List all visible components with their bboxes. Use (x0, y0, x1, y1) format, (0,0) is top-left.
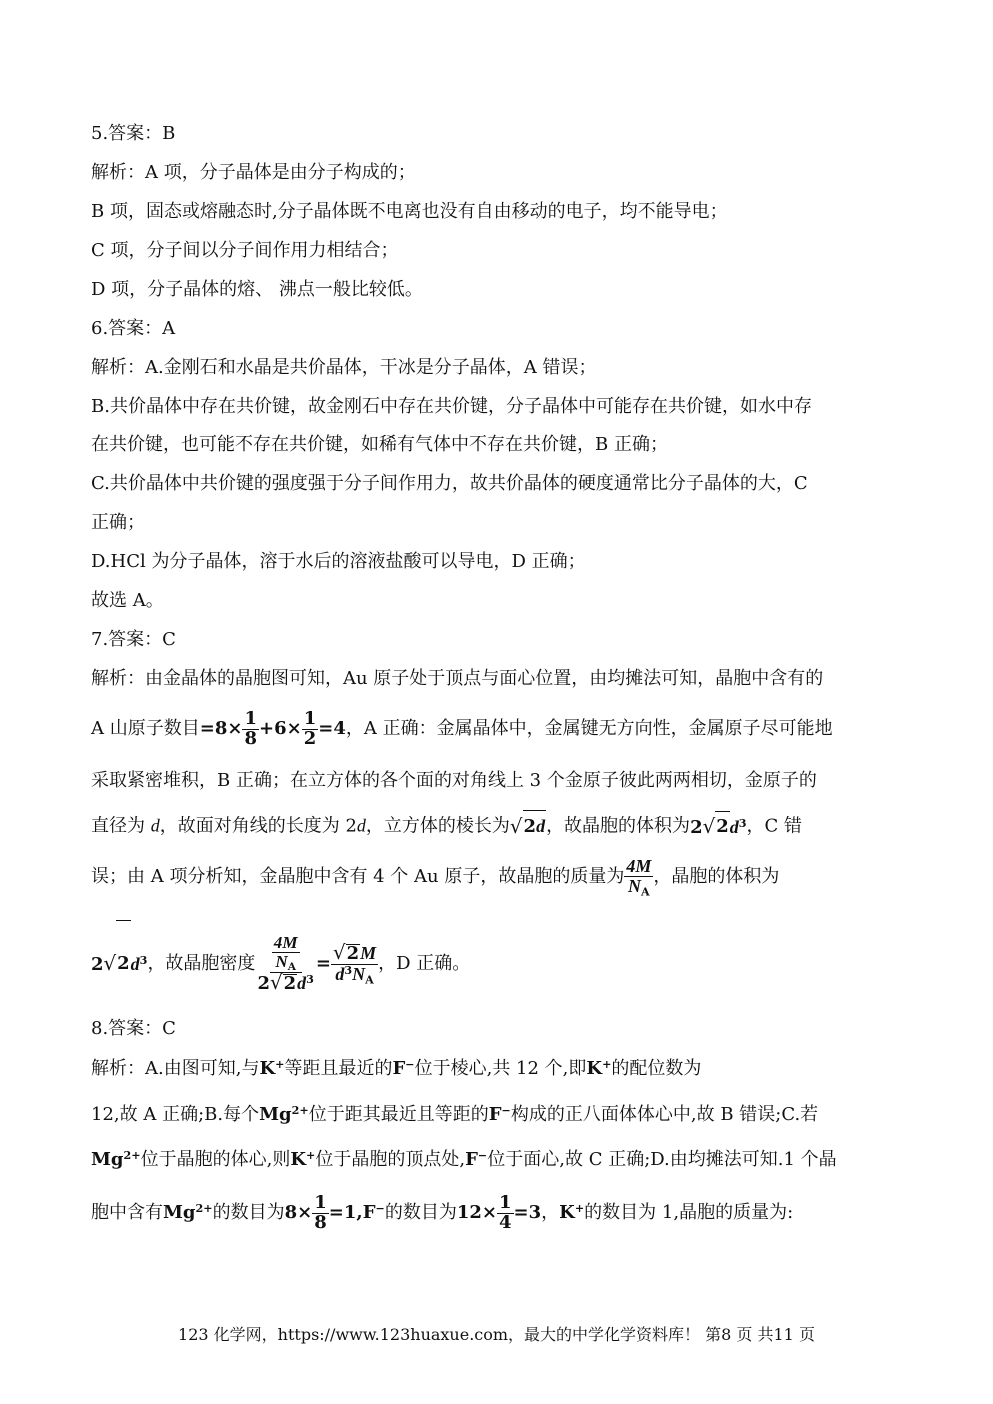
edge-length-formula: √ 2d (510, 810, 546, 843)
answer-7-mass-line: 误；由 A 项分析知，金晶胞中含有 4 个 Au 原子，故晶胞的质量为 $\frac{4M}{N_A}$ ，晶胞的体积为 (91, 850, 779, 904)
answer-6-analysis-d: D.HCl 为分子晶体，溶于水后的溶液盐酸可以导电，D 正确； (91, 551, 586, 572)
answer-6-analysis-a: 解析：A.金刚石和水晶是共价晶体，干冰是分子晶体，A 错误； (91, 357, 597, 378)
answer-6-analysis-b: B.共价晶体中存在共价键，故金刚石中存在共价键，分子晶体中可能存在共价键，如水中存 (91, 396, 812, 417)
answer-5-heading: 5.答案：B (91, 123, 176, 144)
volume-formula: 2 √ 2 $d^3$ (690, 811, 746, 843)
answer-8-analysis-b: 12,故 A 正确;B.每个$Mg^{2+}$位于距其最近且等距的F−构成的正八面体体心中,故 B 错误;C.若 (91, 1103, 819, 1125)
answer-8-analysis-d: 胞中含有$Mg^{2+}$的数目为8× $\frac{1}{8}$ =1,F−的数目为12× $\frac{1}{4}$ =3，K+的数目为 1,晶胞的质量为: (91, 1191, 794, 1233)
answer-5-analysis-d: D 项，分子晶体的熔、 沸点一般比较低。 (91, 279, 423, 300)
answer-7-packing: 采取紧密堆积，B 正确；在立方体的各个面的对角线上 3 个金原子彼此两两相切，金原子的 (91, 770, 817, 791)
answer-5-analysis-b: B 项，固态或熔融态时,分子晶体既不电离也没有自由移动的电子，均不能导电； (91, 201, 728, 222)
atom-count-formula: =8× $\frac{1}{8}$ +6× $\frac{1}{2}$ =4 (199, 707, 346, 749)
answer-6-analysis-c-cont: 正确； (91, 512, 145, 533)
answer-8-heading: 8.答案：C (91, 1018, 176, 1039)
page-footer: 123 化学网，https://www.123huaxue.com，最大的中学化学资料库！ 第8 页 共11 页 (178, 1325, 815, 1344)
answer-7-diameter-line: 直径为 d，故面对角线的长度为 2d，立方体的棱长为 √ 2d ，故晶胞的体积为2 √ 2 $d^3$，C 错 (91, 810, 802, 843)
volume-formula-2: 2 √ 2 $d^3$ (91, 920, 147, 1008)
answer-5-analysis-c: C 项，分子间以分子间作用力相结合； (91, 240, 399, 261)
answer-7-analysis-intro: 解析：由金晶体的晶胞图可知，Au 原子处于顶点与面心位置，由均摊法可知，晶胞中含有的 (91, 668, 824, 689)
answer-7-heading: 7.答案：C (91, 629, 176, 650)
answer-7-density-line: 2 √ 2 $d^3$，故晶胞密度 $\frac{4M}{N_A}$ 2 √ 2 $d^3$ = √ 2 M $d^3N_A$ ，D 正确。 (91, 920, 470, 1008)
answer-6-analysis-c: C.共价晶体中共价键的强度强于分子间作用力，故共价晶体的硬度通常比分子晶体的大，C (91, 473, 808, 494)
answer-6-heading: 6.答案：A (91, 318, 176, 339)
answer-6-conclusion: 故选 A。 (91, 590, 164, 611)
density-formula: $\frac{4M}{N_A}$ 2 √ 2 $d^3$ = √ 2 M $d^3N_A$ (257, 933, 377, 994)
answer-5-analysis-a: 解析：A 项，分子晶体是由分子构成的； (91, 162, 416, 183)
answer-8-analysis-c: $Mg^{2+}$位于晶胞的体心,则K+位于晶胞的顶点处,F−位于面心,故 C 正确;D.由均摊法可知.1 个晶 (91, 1148, 837, 1170)
atom-count-tail: ，A 正确：金属晶体中，金属键无方向性，金属原子尽可能地 (345, 718, 833, 739)
atom-count-label: A 山原子数目 (91, 718, 200, 739)
answer-6-analysis-b-cont: 在共价键，也可能不存在共价键，如稀有气体中不存在共价键，B 正确； (91, 434, 668, 455)
answer-8-analysis-a: 解析：A.由图可知,与K+等距且最近的F−位于棱心,共 12 个,即K+的配位数为 (91, 1057, 702, 1079)
mass-formula: $\frac{4M}{N_A}$ (626, 856, 652, 899)
answer-7-atom-count-line (91, 704, 833, 754)
